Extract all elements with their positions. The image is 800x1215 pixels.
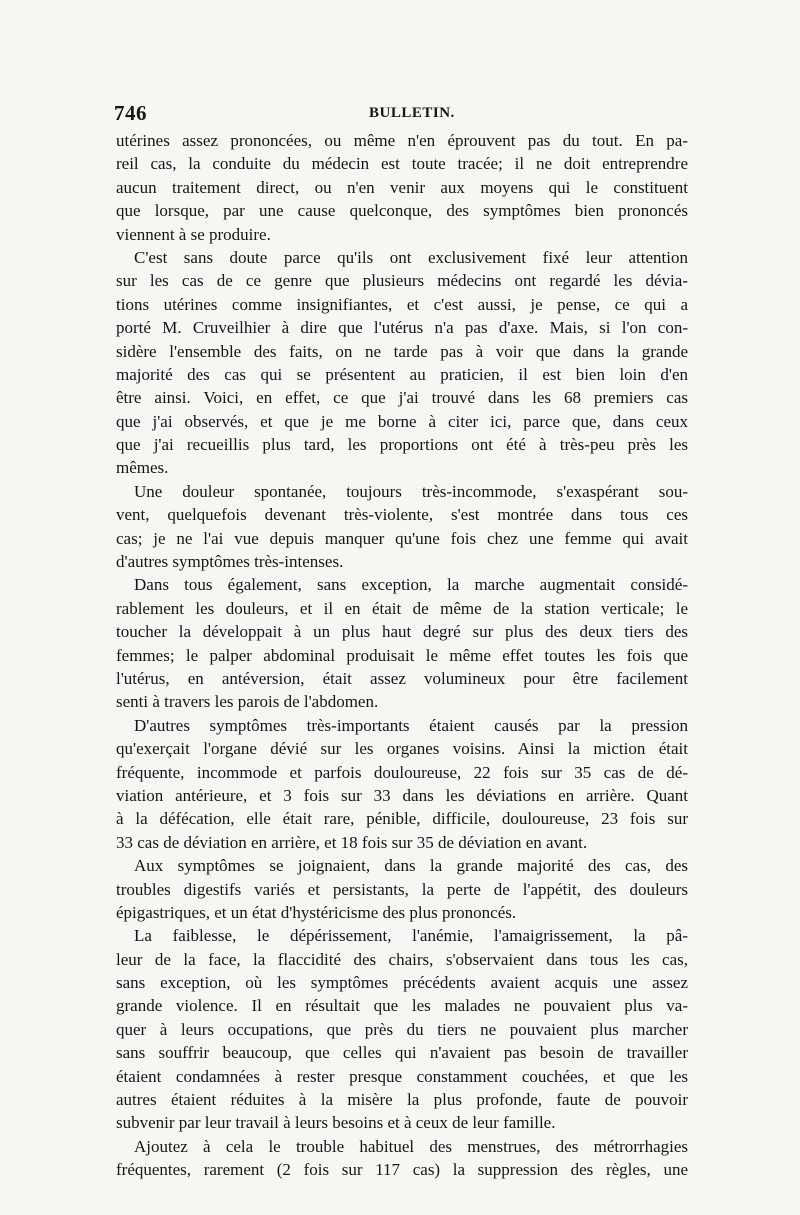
text-line: vent, quelquefois devenant très-violente, s'est montrée dans tous ces (116, 505, 688, 525)
text-line: que j'ai recueillis plus tard, les proportions ont été à très-peu près les (116, 435, 688, 455)
running-head (114, 101, 686, 127)
text-line: sans souffrir beaucoup, que celles qui n'avaient pas besoin de travailler (116, 1043, 688, 1063)
text-line: sur les cas de ce genre que plusieurs médecins ont regardé les dévia- (116, 271, 688, 291)
text-line: subvenir par leur travail à leurs besoins et à ceux de leur famille. (116, 1113, 556, 1133)
text-line: rablement les douleurs, et il en était de même de la station verticale; le (116, 598, 688, 618)
text-line: sans exception, où les symptômes précédents avaient acquis une assez (116, 973, 688, 993)
text-line: Dans tous également, sans exception, la marche augmentait considé- (134, 575, 688, 595)
text-line: viation antérieure, et 3 fois sur 33 dans les déviations en arrière. Quant (116, 785, 688, 805)
text-line: troubles digestifs variés et persistants, la perte de l'appétit, des douleurs (116, 879, 688, 899)
text-line: grande violence. Il en résultait que les malades ne pouvaient plus va- (116, 996, 688, 1016)
paragraph (116, 129, 688, 246)
paragraph (116, 854, 688, 924)
text-line: La faiblesse, le dépérissement, l'anémie, l'amaigrissement, la pâ- (134, 926, 688, 946)
paragraph (116, 714, 688, 854)
text-line: femmes; le palper abdominal produisait le même effet toutes les fois que (116, 645, 688, 665)
text-line: 33 cas de déviation en arrière, et 18 fois sur 35 de déviation en avant. (116, 832, 588, 852)
text-line: aucun traitement direct, ou n'en venir aux moyens qui le constituent (116, 177, 688, 197)
text-line: à la défécation, elle était rare, pénible, difficile, douloureuse, 23 fois sur (116, 809, 688, 829)
text-line: l'utérus, en antéversion, était assez volumineux pour être facilement (116, 668, 688, 688)
text-line: senti à travers les parois de l'abdomen. (116, 692, 379, 712)
text-line: qu'exerçait l'organe dévié sur les organes voisins. Ainsi la miction était (116, 739, 688, 759)
text-line: Une douleur spontanée, toujours très-incommode, s'exaspérant sou- (134, 481, 688, 501)
text-line: D'autres symptômes très-importants étaient causés par la pression (134, 715, 688, 735)
text-line: que lorsque, par une cause quelconque, des symptômes bien prononcés (116, 201, 688, 221)
text-line: majorité des cas qui se présentent au praticien, il est bien loin d'en (116, 364, 688, 384)
text-line: utérines assez prononcées, ou même n'en éprouvent pas du tout. En pa- (116, 131, 688, 150)
text-line: leur de la face, la flaccidité des chairs, s'observaient dans tous les cas, (116, 949, 688, 969)
text-line: autres étaient réduites à la misère la plus profonde, faute de pouvoir (116, 1090, 688, 1110)
text-line: mêmes. (116, 458, 169, 478)
text-line: étaient condamnées à rester presque constamment couchées, et que les (116, 1066, 688, 1086)
text-line: toucher la développait à un plus haut degré sur plus des deux tiers des (116, 622, 688, 642)
text-line: fréquentes, rarement (2 fois sur 117 cas) la suppression des règles, une (116, 1160, 688, 1180)
text-line: sidère l'ensemble des faits, on ne tarde pas à voir que dans la grande (116, 341, 688, 361)
paragraph (116, 246, 688, 480)
paragraph (116, 573, 688, 713)
text-line: porté M. Cruveilhier à dire que l'utérus n'a pas d'axe. Mais, si l'on con- (116, 318, 688, 338)
text-line: Ajoutez à cela le trouble habituel des menstrues, des métrorrhagies (134, 1136, 688, 1156)
text-line: cas; je ne l'ai vue depuis manquer qu'une fois chez une femme qui avait (116, 528, 688, 548)
text-line: d'autres symptômes très-intenses. (116, 552, 344, 572)
page-number: 746 (114, 101, 147, 125)
text-line: quer à leurs occupations, que près du tiers ne pouvaient plus marcher (116, 1019, 688, 1039)
paragraph (116, 480, 688, 574)
running-title: BULLETIN. (369, 105, 455, 121)
text-line: Aux symptômes se joignaient, dans la grande majorité des cas, des (134, 856, 688, 876)
body-text (116, 129, 688, 1182)
text-line: fréquente, incommode et parfois douloureuse, 22 fois sur 35 cas de dé- (116, 762, 688, 782)
text-line: que j'ai observés, et que je me borne à citer ici, parce que, dans ceux (116, 411, 688, 431)
paragraph (116, 1135, 688, 1182)
text-line: viennent à se produire. (116, 224, 271, 244)
text-line: tions utérines comme insignifiantes, et c'est aussi, je pense, ce qui a (116, 294, 688, 314)
text-line: reil cas, la conduite du médecin est toute tracée; il ne doit entreprendre (116, 154, 688, 174)
paragraph (116, 924, 688, 1135)
text-line: être ainsi. Voici, en effet, ce que j'ai trouvé dans les 68 premiers cas (116, 388, 688, 408)
text-line: épigastriques, et un état d'hystéricisme des plus prononcés. (116, 902, 517, 922)
text-line: C'est sans doute parce qu'ils ont exclusivement fixé leur attention (134, 247, 688, 267)
